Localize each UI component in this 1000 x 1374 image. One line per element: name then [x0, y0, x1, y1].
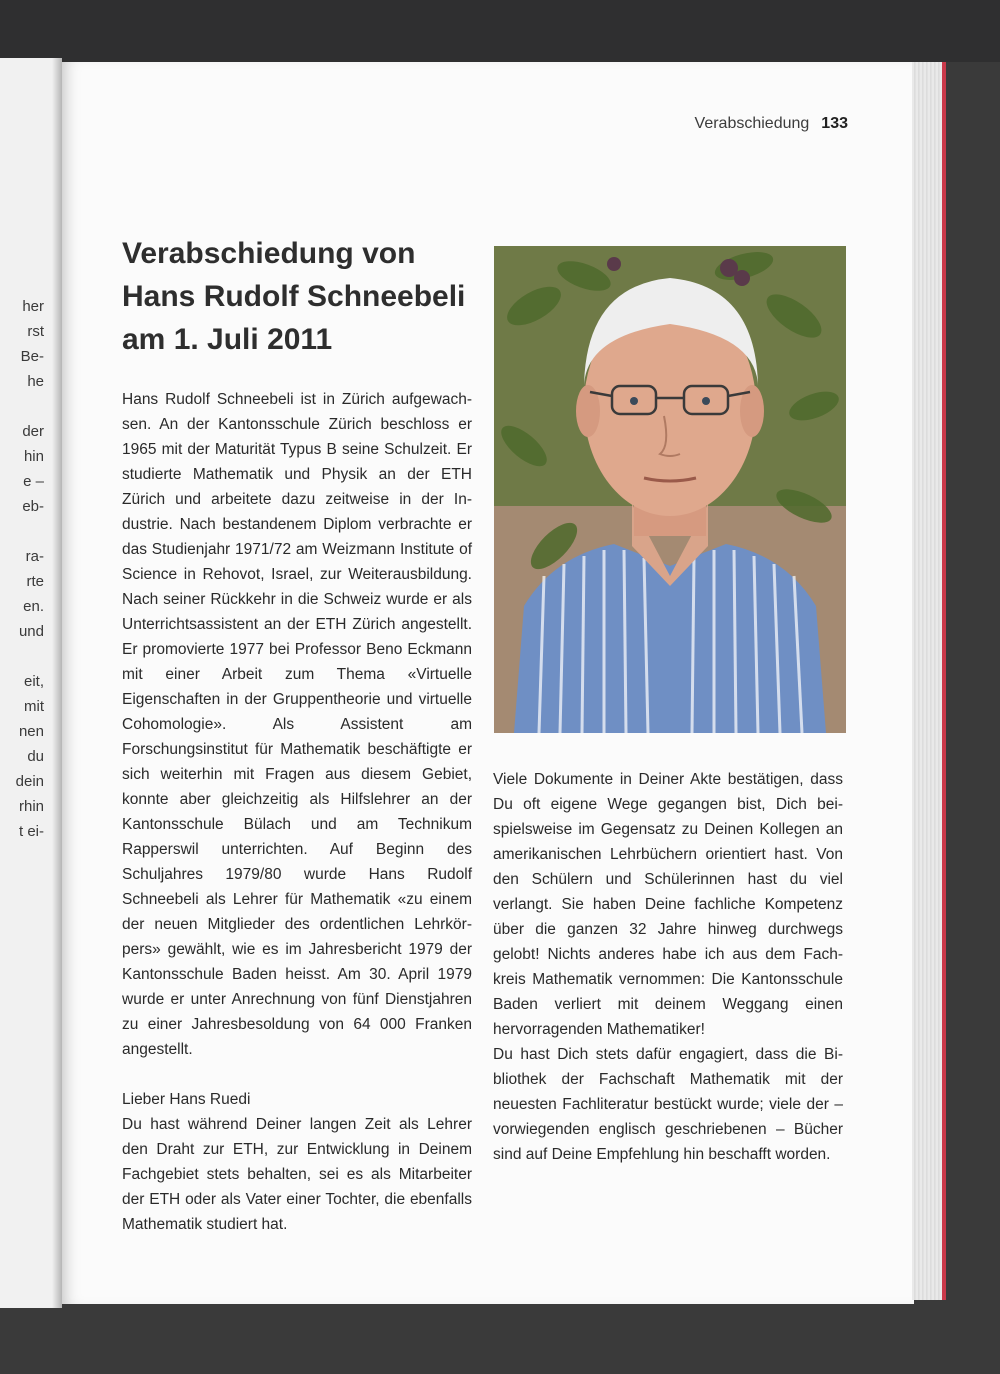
left-page-fragment: nen	[18, 723, 44, 740]
letter-paragraph: Du hast während Deiner langen Zeit als Lehrer den Draht zur ETH, zur Entwicklung in Deinem Fachgebiet stets behalten, sei es als Mitarbeiter der ETH oder als Vater einer Tochter, die ebenfalls Mathematik studiert hat.	[122, 1116, 472, 1233]
portrait-photo	[494, 246, 846, 733]
left-page-fragment: e –	[23, 473, 44, 490]
left-page-fragment: eit,	[23, 673, 44, 690]
left-page-fragment: der	[22, 423, 44, 440]
article-headline	[122, 232, 482, 361]
running-head	[695, 115, 848, 133]
page-stack-edge	[912, 62, 946, 1300]
left-page-edge	[0, 58, 62, 1308]
running-head-section: Verabschiedung	[694, 115, 810, 132]
scan-background	[0, 0, 1000, 62]
letter-paragraph: Du hast Dich stets dafür engagiert, dass die Bibliothek der Fachschaft Mathematik mit der neuesten Fachliteratur bestückt wurde; viele der – vorwiegenden englisch geschriebenen – Bücher sind auf Deine Empfehlung hin beschafft worden.	[493, 1046, 843, 1163]
left-page-fragment: mit	[24, 698, 44, 715]
article-column-left	[122, 387, 472, 1237]
left-page-fragment: ra-	[25, 548, 44, 565]
left-page-fragment: t ei-	[18, 823, 44, 840]
page-number: 133	[821, 115, 848, 132]
headline-line: Hans Rudolf Schneebeli	[122, 280, 466, 313]
left-page-fragment: rst	[27, 323, 44, 340]
left-page-fragment: rhin	[18, 798, 44, 815]
page-gutter-shadow	[52, 58, 62, 1308]
left-page-fragment: und	[18, 623, 44, 640]
headline-line: Verabschiedung von	[122, 237, 416, 270]
letter-salutation: Lieber Hans Ruedi	[122, 1091, 251, 1108]
left-page-fragment: dein	[15, 773, 44, 790]
left-page-fragment: en.	[23, 598, 44, 615]
left-page-fragment: du	[27, 748, 44, 765]
letter-paragraph: Viele Dokumente in Deiner Akte bestätigen, dass Du oft eigene Wege gegangen bist, Dich beispielsweise im Gegensatz zu Deinen Kollegen an amerikanischen Lehrbüchern orientiert hast. Von den Schülern und Schülerinnen hast du viel verlangt. Sie haben Deine fachliche Kompetenz über die ganzen 32 Jahre hinweg durchwegs gelobt! Nichts anderes habe ich aus dem Fachkreis Mathematik vernommen: Die Kantonsschule Baden verliert mit deinem Weggang einen hervorragenden Mathematiker!	[493, 771, 843, 1038]
left-page-fragment: eb-	[22, 498, 44, 515]
left-page-fragment: hin	[23, 448, 44, 465]
left-page-fragment: rte	[26, 573, 44, 590]
bio-paragraph: Hans Rudolf Schneebeli ist in Zürich aufgewachsen. An der Kantonsschule Zürich beschloss er 1965 mit der Maturität Typus B seine Schulzeit. Er studierte Mathematik und Physik an der ETH Zürich und arbeitete dazu zeitweise in der Industrie. Nach bestandenem Diplom verbrachte er das Studienjahr 1971/72 am Weizmann Institute of Science in Rehovot, Israel, zur Weiterausbildung. Nach seiner Rückkehr in die Schweiz wurde er als Unterrichtsassistent an der ETH Zürich angestellt. Er promovierte 1977 bei Professor Beno Eckmann mit einer Arbeit zum Thema «Virtuelle Eigenschaften in der Gruppentheorie und virtuelle Cohomologie». Als Assistent am Forschungsinstitut für Mathematik beschäftigte er sich weiterhin mit Fragen aus diesem Gebiet, konnte aber gleichzeitig als Hilfslehrer an der Kantonsschule Bülach und am Technikum Rapperswil unterrichten. Auf Beginn des Schuljahres 1979/80 wurde Hans Rudolf Schneebeli als Lehrer für Mathematik «zu einem der neuen Mitglieder des ordentlichen Lehrkörpers» gewählt, wie es im Jahresbericht 1979 der Kantonsschule Baden heisst. Am 30. April 1979 wurde er unter Anrechnung von fünf Dienstjahren zu einer Jahresbesoldung von 64 000 Franken angestellt.	[122, 391, 472, 1058]
left-page-fragment: her	[22, 298, 44, 315]
left-page-fragment: Be-	[20, 348, 44, 365]
left-page-fragment: he	[27, 373, 44, 390]
headline-line: am 1. Juli 2011	[122, 323, 333, 356]
article-column-right	[493, 767, 843, 1167]
portrait-illustration	[494, 246, 846, 733]
